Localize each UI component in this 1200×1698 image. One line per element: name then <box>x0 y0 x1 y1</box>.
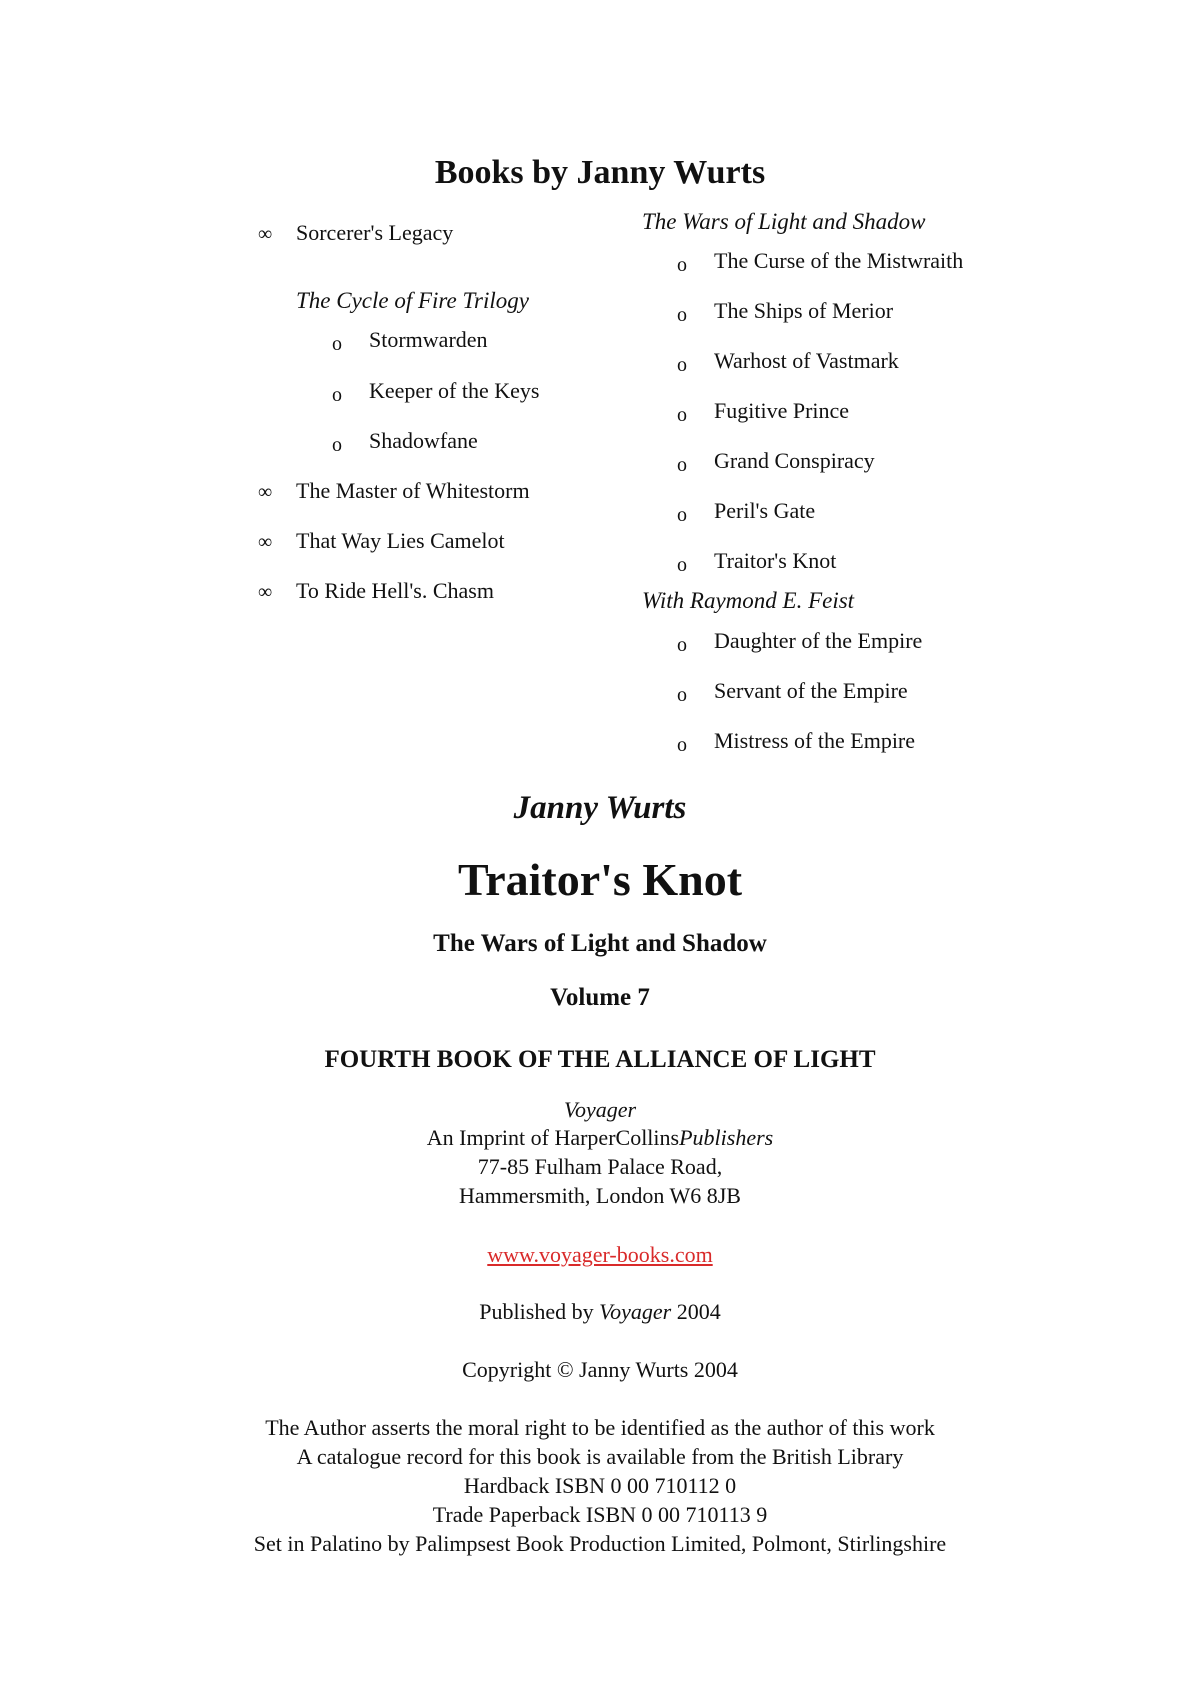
published-imprint: Voyager <box>599 1299 672 1324</box>
circle-bullet-icon: o <box>677 504 687 526</box>
book-title: Peril's Gate <box>714 498 816 523</box>
circle-bullet-icon: o <box>332 333 342 355</box>
book-title: Servant of the Empire <box>714 678 908 703</box>
website-row <box>0 1242 1200 1268</box>
infinity-bullet-icon: ∞ <box>258 581 273 603</box>
book-title: The Master of Whitestorm <box>296 478 530 503</box>
book-title: Fugitive Prince <box>714 398 850 423</box>
book-title: Grand Conspiracy <box>714 448 875 473</box>
catalogue-line: A catalogue record for this book is available from the British Library <box>296 1444 904 1469</box>
series-name: With Raymond E. Feist <box>642 588 855 613</box>
circle-bullet-icon: o <box>677 634 687 656</box>
paperback-isbn: Trade Paperback ISBN 0 00 710113 9 <box>432 1502 768 1527</box>
infinity-bullet-icon: ∞ <box>258 531 273 553</box>
book-title: Traitor's Knot <box>714 548 837 573</box>
circle-bullet-icon: o <box>332 434 342 456</box>
imprint-line-prefix: An Imprint of HarperCollins <box>426 1125 680 1150</box>
imprint-line <box>0 1125 1200 1151</box>
series-title: The Wars of Light and Shadow <box>433 930 767 957</box>
book-title: To Ride Hell's. Chasm <box>296 578 494 603</box>
series-name: The Wars of Light and Shadow <box>642 209 926 234</box>
published-year: 2004 <box>671 1299 721 1324</box>
book-title: That Way Lies Camelot <box>296 528 505 553</box>
infinity-bullet-icon: ∞ <box>258 223 273 245</box>
circle-bullet-icon: o <box>677 554 687 576</box>
circle-bullet-icon: o <box>677 404 687 426</box>
circle-bullet-icon: o <box>677 254 687 276</box>
book-title: The Ships of Merior <box>714 298 894 323</box>
address-line-1: 77-85 Fulham Palace Road, <box>477 1154 723 1179</box>
book-title-main: Traitor's Knot <box>457 854 743 905</box>
published-prefix: Published by <box>479 1299 600 1324</box>
circle-bullet-icon: o <box>677 354 687 376</box>
book-title: Warhost of Vastmark <box>714 348 899 373</box>
series-name: The Cycle of Fire Trilogy <box>296 288 529 313</box>
book-title: Stormwarden <box>369 327 488 352</box>
book-of-alliance: FOURTH BOOK OF THE ALLIANCE OF LIGHT <box>324 1046 876 1073</box>
author-name: Janny Wurts <box>513 790 687 826</box>
book-title: Mistress of the Empire <box>714 728 916 753</box>
book-title: Sorcerer's Legacy <box>296 220 454 245</box>
books-heading: Books by Janny Wurts <box>434 154 766 191</box>
volume-label: Volume 7 <box>550 984 650 1011</box>
circle-bullet-icon: o <box>677 304 687 326</box>
typeset-line: Set in Palatino by Palimpsest Book Production Limited, Polmont, Stirlingshire <box>253 1531 947 1556</box>
circle-bullet-icon: o <box>677 684 687 706</box>
address-line-2: Hammersmith, London W6 8JB <box>459 1183 741 1208</box>
circle-bullet-icon: o <box>332 384 342 406</box>
circle-bullet-icon: o <box>677 454 687 476</box>
imprint-line-italic: Publishers <box>679 1125 774 1150</box>
moral-right-line: The Author asserts the moral right to be identified as the author of this work <box>265 1415 935 1440</box>
book-title: Keeper of the Keys <box>369 378 540 403</box>
infinity-bullet-icon: ∞ <box>258 481 273 503</box>
published-line <box>0 1299 1200 1325</box>
imprint-name: Voyager <box>563 1097 637 1122</box>
book-title: The Curse of the Mistwraith <box>714 248 964 273</box>
book-title: Daughter of the Empire <box>714 628 923 653</box>
copyright-line: Copyright © Janny Wurts 2004 <box>462 1357 738 1382</box>
book-title: Shadowfane <box>369 428 478 453</box>
hardback-isbn: Hardback ISBN 0 00 710112 0 <box>463 1473 737 1498</box>
website-link[interactable]: www.voyager-books.com <box>487 1242 713 1267</box>
circle-bullet-icon: o <box>677 734 687 756</box>
